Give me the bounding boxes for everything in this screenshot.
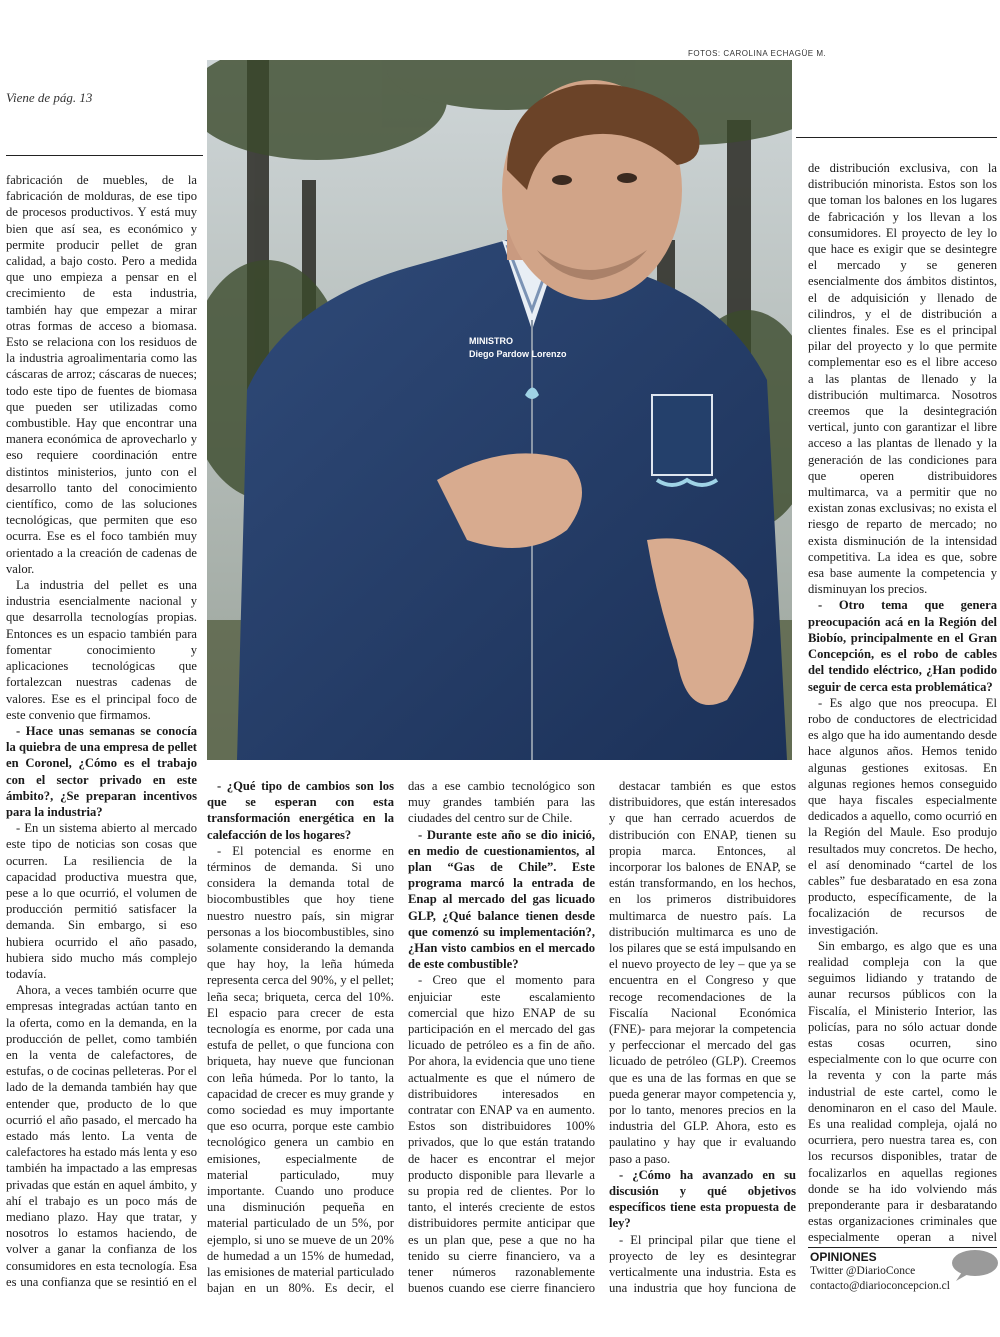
column-5 [808,160,997,1245]
paragraph: - Es algo que nos preocupa. El robo de conductores de electricidad es algo que ha ido aumentando desde hace algunos años. Hemos tenido algunas gestiones exitosas. En algunas regiones hemos conseguido que haya fiscales especialmente dedicados a aquello, como ocurrió en la Región del Maule. Eso produjo resultados muy concretos. De hecho, el así denominado “cartel de los cables” fue desbaratado en esa zona producto, específicamente, de la focalización de recursos de investigación. [808,695,997,937]
interview-question: - Hace unas semanas se conocía la quiebra de una empresa de pellet en Coronel, ¿Cómo es el trabajo con el sector privado en este ámbito?, ¿Se preparan incentivos para la industria? [6,723,197,819]
paragraph: das a ese cambio tecnológico son muy grandes también para las ciudades del centro sur de Chile. [408,779,595,826]
paragraph: - Creo que el momento para enjuiciar este escalamiento comercial que hizo ENAP de su participación en el mercado del gas licuado de petróleo es a fin de año. Por ahora, la evidencia que uno tiene actualmente es que el número de distribuidores interesados en contratar con ENAP va en aumento. Estos son distribuidores 100% privados, que lo que están tratando de hacer es encontrar el mejor producto disponible para llevarle a su propia red de clientes. Por lo tanto, el interés creciente de estos distribuidores permite anticipar que es un plan que, pese a que no ha tenido su cierre financiero, va a tener números razonablemente buenos cuando ese cierre financiero [408,973,595,1296]
interview-question: - ¿Cómo ha avanzado en su discusión y qué objetivos específicos tiene esta propuesta de ley? [609,1167,796,1231]
paragraph: fabricación de muebles, de la fabricación de molduras, de ese tipo de procesos productivos. Y está muy bien que así sea, es económico y permite producir pellet de gran calidad, a bajo costo. Pero a medida que uno empieza a pensar en el crecimiento de esta industria, también hay que empezar a mirar otras formas de acceso a biomasa. Esto se relaciona con los residuos de la industria agroalimentaria como las cáscaras de arroz; cáscaras de nueces; todo este tipo de fuentes de biomasa que pueden ser utilizadas como combustible. Hay que encontrar una manera económica de aprovecharlo y eso requiere coordinación entre distintos ministerios, junto con el desarrollo tanto del conocimiento científico, como de las soluciones tecnológicas, que permiten que eso ocurra. Ese es el foco también muy orientado a la creación de cadenas de valor. [6,173,197,576]
divider-right [796,137,997,138]
portrait-photo [207,60,792,760]
paragraph: - En un sistema abierto al mercado este tipo de noticias son cosas que ocurren. La resiliencia de la capacidad productiva muestra que, pese a lo que ocurrió, el volumen de producción permitió satisfacer la demanda. Sin embargo, si eso hubiera ocurrido el año pasado, hubiera sido mucho más complejo todavía. [6,821,197,981]
paragraph: La industria del pellet es una industria esencialmente nacional y que desarrolla tecnologías propias. Entonces es un espacio también para fomentar conocimiento y aplicaciones tecnológicas que fortalezcan nuestras cadenas de valores. Ese es el principal foco de este convenio que firmamos. [6,578,197,722]
column-4 [609,778,796,1298]
photo-credit: FOTOS: CAROLINA ECHAGÜE M. [688,49,827,58]
interview-question: - Durante este año se dio inició, en medio de cuestionamientos, al plan “Gas de Chile”. Este programa marcó la entrada de Enap al mercado del gas licuado GLP, ¿Qué balance tienen desde que comenzó su implementación?, ¿Han visto cambios en el mercado de este combustible? [408,827,595,972]
jacket-text-2: Diego Pardow Lorenzo [469,349,567,359]
ministry-logo-icon [652,395,717,485]
column-2 [207,778,394,1298]
opinions-twitter: Twitter @DiarioConce [810,1265,916,1277]
opinions-title: OPINIONES [810,1250,877,1264]
opinions-email: contacto@diarioconcepcion.cl [810,1280,950,1292]
paragraph: de distribución exclusiva, con la distribución minorista. Estos son los que toman los balones en los lugares de fabricación y los llevan a los consumidores. El proyecto de ley lo que hace es exigir que se desintegre el mercado y se generen esencialmente dos ámbitos distintos, el de adquisición y llenado de cilindros, y el de distribución a clientes finales. Ese es el principal pilar del proyecto y lo que permite complementar eso es el libre acceso a las plantas de llenado y la distribución multimarca. Nosotros creemos que la desintegración vertical, junto con garantizar el libre acceso a las plantas de llenado y la generación de las condiciones para que operen distribuidores multimarca, va a permitir que no existan zonas exclusivas; no exista el riesgo de reparto de mercado; no exista disminución de la intensidad competitiva. La idea es que, sobre esa base aumente la competencia y disminuyan los precios. [808,161,997,597]
opinions-divider [808,1247,997,1248]
continued-from: Viene de pág. 13 [6,90,93,105]
speech-bubble-icon [950,1249,998,1288]
column-1 [6,172,197,1292]
paragraph: - El potencial es enorme en términos de demanda. Si uno considera la demanda total de biocombustibles que hoy tiene nuestro nuestro país, sin migrar personas a los biocombustibles, sino solamente considerando la demanda que hay hoy, la leña húmeda representa cerca del 90%, y el pellet; leña seca; briqueta, cerca del 10%. El espacio para crecer de esta tecnología es enorme, por cada una estufa de pellet, o que funciona con briqueta, hay nueve que funcionan con leña húmeda. Por lo tanto, la capacidad de crecer es muy grande y como sociedad es muy importante que eso ocurra, porque este cambio tecnológico genera un cambio en emisiones, especialmente de material particulado, muy importante. Cuando uno produce una disminución pequeña en material particulado de un 5%, por ejemplo, si uno se mueve de un 20% de humedad a un 15% de humedad, las emisiones de material particulado bajan en un 80%. Es decir, el [207,843,394,1296]
paragraph: - El principal pilar que tiene el proyecto de ley es desintegrar verticalmente una industria. Esta es una industria que hoy funciona de [609,1232,796,1296]
interview-question: - ¿Qué tipo de cambios son los que se esperan con esta transformación energética en la calefacción de los hogares? [207,779,394,842]
divider-left [6,155,203,156]
interview-question: - Otro tema que genera preocupación acá en la Región del Biobío, principalmente en el Gran Concepción, es el robo de cables del tendido eléctrico, ¿Han podido seguir de cerca esta problemática? [808,598,997,694]
paragraph: destacar también es que estos distribuidores, que están interesados y que han cerrado acuerdos de distribución con ENAP, tienen su propia marca. Entonces, al incorporar los balones de ENAP, se están transformando, en los hechos, en los primeros distribuidores multimarca de nuestro país. La distribución multimarca es uno de los pilares que se está impulsando en el nuevo proyecto de ley – que ya se encuentra en el Congreso y que recoge recomendaciones de la Fiscalía Nacional Económica (FNE)- para mejorar la competencia y perfeccionar el mercado del gas licuado de petróleo (GLP). Creemos que es una de las formas en que se pueda generar mayor competencia y, por lo tanto, menores precios en la industria del GLP. Ahora, esto es paulatino y hay que ir evaluando paso a paso. [609,779,796,1166]
paragraph: Ahora, a veces también ocurre que empresas integradas actúan tanto en la oferta, como en la demanda, en la producción de pellet, como también en la venta de calefactores, de estufas, o de cocinas pelleteras. Por el lado de la demanda también hay que entender que, producto de lo que ocurrió el año pasado, el mercado ha estado más lento. La venta de calefactores ha estado más lenta y eso también ha impactado a las empresas privadas que están en aquel ámbito, y ahí el trabajo es un poco más de mediano plazo. Hay que tratar, y nosotros lo estamos haciendo, de volver a ganar la confianza de los consumidores en esta tecnología. Esa es una confianza que se resintió en el [6,983,197,1289]
jacket-text-1: MINISTRO [469,336,513,346]
column-3 [408,778,595,1298]
paragraph: Sin embargo, es algo que es una realidad compleja con la que seguimos lidiando y tratando de aunar recursos públicos con la Fiscalía, el Ministerio Interior, las policías, para no sólo actuar donde estas cosas ocurren, sino especialmente con lo que ocurre con la reventa y con la parte más industrial de este cartel, como le denominaron en el caso del Maule. Es una realidad compleja, ojalá no ocurriera, pero nuestra tarea es, con los recursos disponibles, tratar de focalizarlos en aquellas regiones donde se ha ido volviendo más preponderante para ir desbaratando estas organizaciones criminales que especialmente operan a nivel [808,938,997,1245]
